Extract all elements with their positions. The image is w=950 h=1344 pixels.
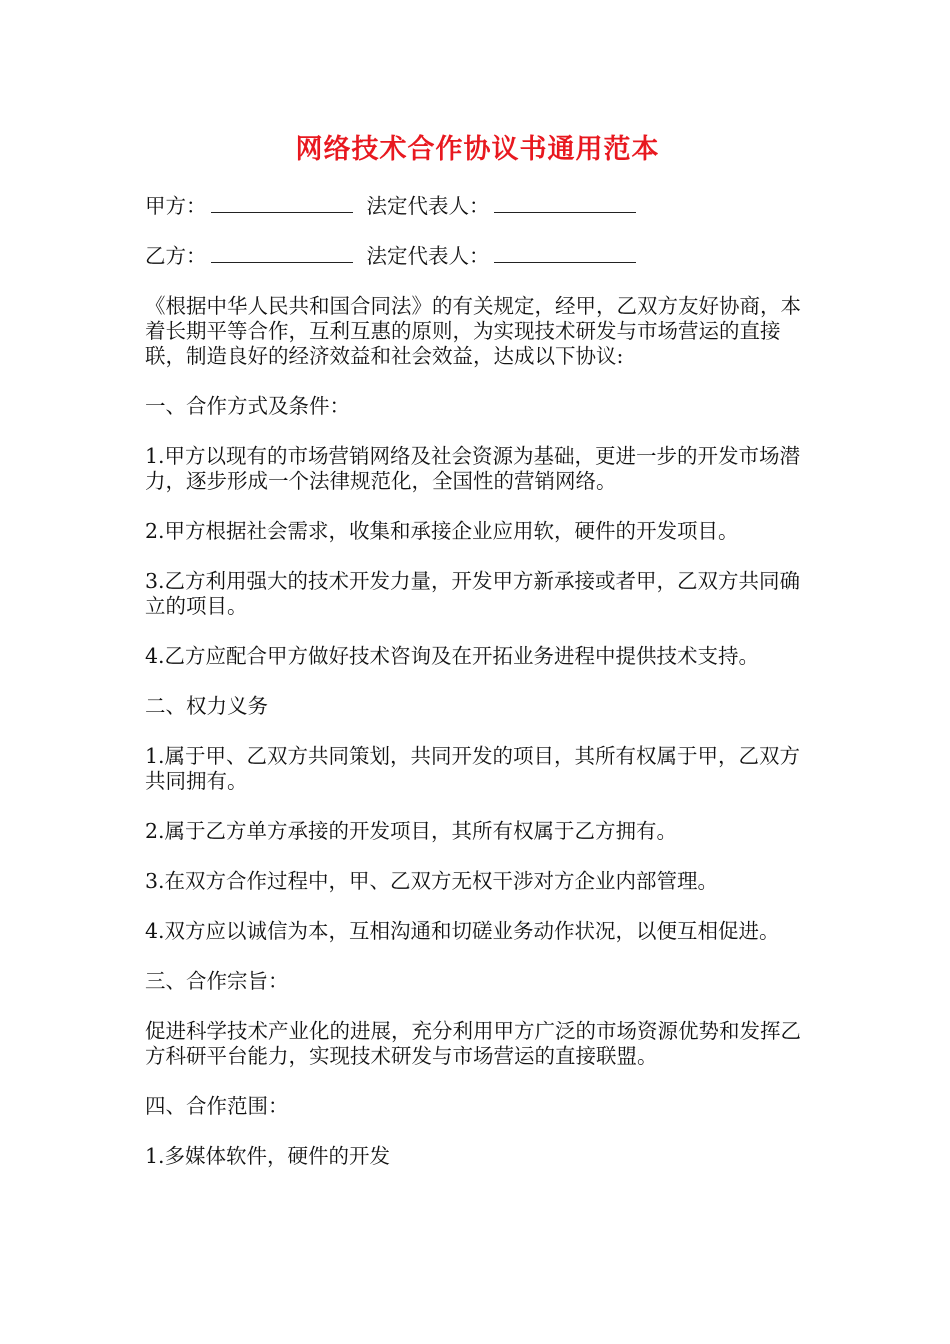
intro-paragraph: 《根据中华人民共和国合同法》的有关规定，经甲，乙双方友好协商，本着长期平等合作，互利互惠的原则，为实现技术研发与市场营运的直接联，制造良好的经济效益和社会效益，达成以下协议: [145,294,801,368]
section-heading-scope: 四、合作范围： [145,1094,289,1118]
clause-3-text: 促进科学技术产业化的进展，充分利用甲方广泛的市场资源优势和发挥乙方科研平台能力，实现技术研发与市场营运的直接联盟。 [145,1019,801,1068]
clause-2-2: 2.属于乙方单方承接的开发项目，其所有权属于乙方拥有。 [145,819,678,843]
party-b-rep-label: 法定代表人： [366,244,490,268]
clause-1-1: 1.甲方以现有的市场营销网络及社会资源为基础，更进一步的开发市场潜力，逐步形成一个法律规范化，全国性的营销网络。 [145,444,801,493]
clause-2-3: 3.在双方合作过程中，甲、乙双方无权干涉对方企业内部管理。 [145,869,719,893]
document-body [145,132,810,1194]
party-a-name-blank [211,194,353,213]
party-b-rep-blank [494,244,636,263]
clause-2-4: 4.双方应以诚信为本，互相沟通和切磋业务动作状况，以便互相促进。 [145,919,780,943]
clause-1-4: 4.乙方应配合甲方做好技术咨询及在开拓业务进程中提供技术支持。 [145,644,760,668]
document-title: 网络技术合作协议书通用范本 [295,134,660,165]
clause-1-2: 2.甲方根据社会需求，收集和承接企业应用软，硬件的开发项目。 [145,519,739,543]
party-b-label: 乙方： [145,244,207,268]
section-heading-purpose: 三、合作宗旨： [145,969,289,993]
party-a-rep-label: 法定代表人： [366,194,490,218]
party-b-line [145,244,810,269]
party-b-name-blank [211,244,353,263]
clause-1-3: 3.乙方利用强大的技术开发力量，开发甲方新承接或者甲，乙双方共同确立的项目。 [145,569,801,618]
clause-4-1: 1.多媒体软件，硬件的开发 [145,1144,391,1168]
party-a-line [145,194,810,219]
clause-2-1: 1.属于甲、乙双方共同策划，共同开发的项目，其所有权属于甲，乙双方共同拥有。 [145,744,801,793]
party-a-rep-blank [494,194,636,213]
section-heading-cooperation-mode: 一、合作方式及条件： [145,394,350,418]
section-heading-rights-obligations: 二、权力义务 [145,694,268,718]
party-a-label: 甲方： [145,194,207,218]
